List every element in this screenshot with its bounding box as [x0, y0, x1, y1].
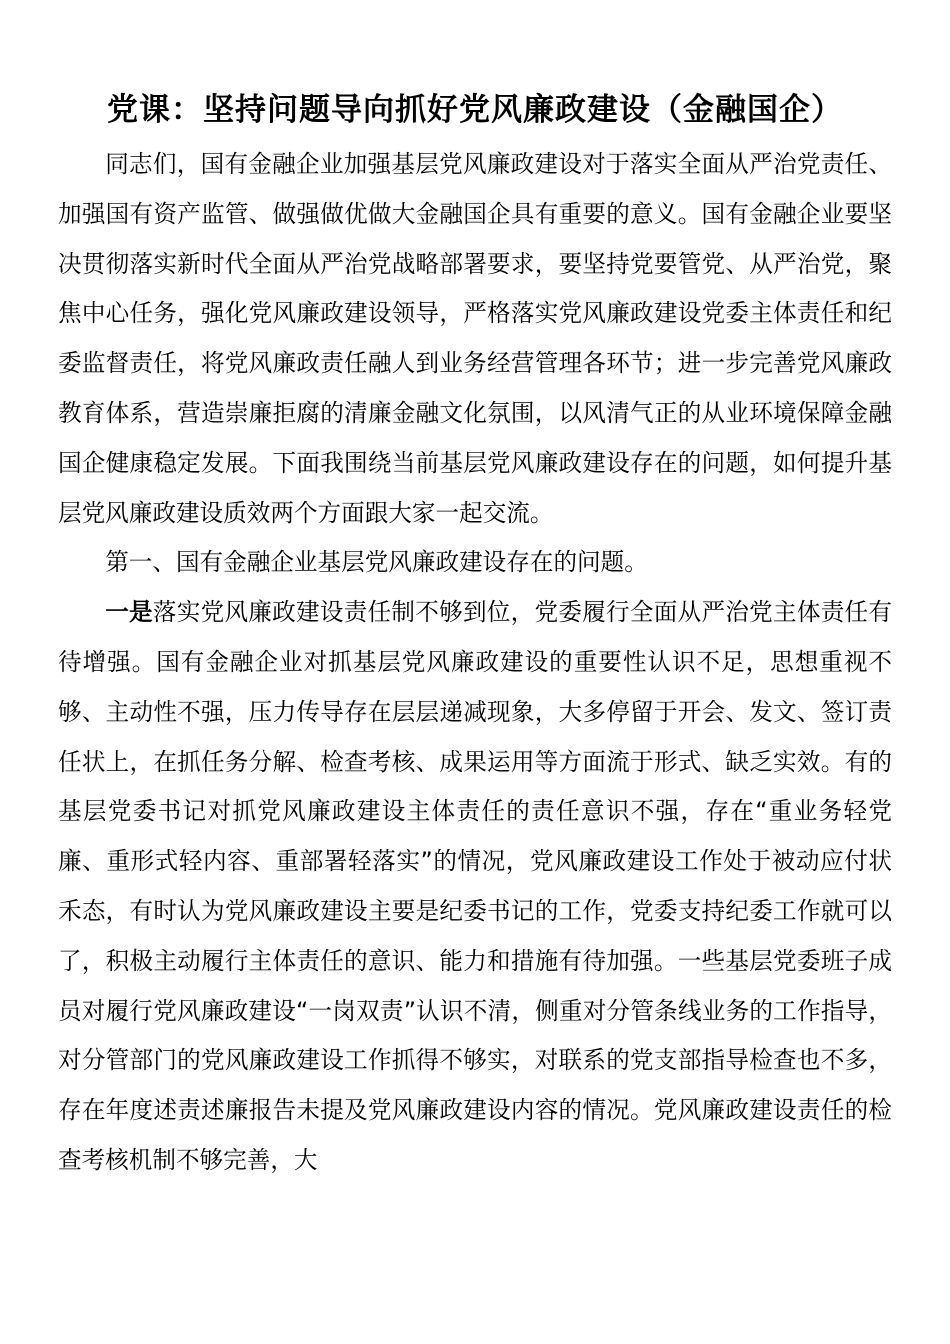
document-title: 党课：坚持问题导向抓好党风廉政建设（金融国企）	[107, 91, 843, 128]
document-body	[58, 140, 892, 1186]
paragraph-lead: 一是	[105, 598, 153, 627]
paragraph-section-heading	[58, 538, 892, 588]
paragraph-intro	[58, 140, 892, 538]
paragraph-text: 落实党风廉政建设责任制不够到位，党委履行全面从严治党主体责任有待增强。国有金融企业对抓基层党风廉政建设的重要性认识不足，思想重视不够、主动性不强，压力传导存在层层递减现象，大多停留于开会、发文、签订责任状上，在抓任务分解、检查考核、成果运用等方面流于形式、缺乏实效。有的基层党委书记对抓党风廉政建设主体责任的责任意识不强，存在“重业务轻党廉、重形式轻内容、重部署轻落实”的情况，党风廉政建设工作处于被动应付状禾态，有时认为党风廉政建设主要是纪委书记的工作，党委支持纪委工作就可以了，积极主动履行主体责任的意识、能力和措施有待加强。一些基层党委班子成员对履行党风廉政建设“一岗双责”认识不清，侧重对分管条线业务的工作指导，对分管部门的党风廉政建设工作抓得不够实，对联系的党支部指导检查也不多，存在年度述责述廉报告未提及党风廉政建设内容的情况。党风廉政建设责任的检查考核机制不够完善，大	[58, 598, 892, 1174]
paragraph-text: 同志们，国有金融企业加强基层党风廉政建设对于落实全面从严治党责任、加强国有资产监管、做强做优做大金融国企具有重要的意义。国有金融企业要坚决贯彻落实新时代全面从严治党战略部署要求，要坚持党要管党、从严治党，聚焦中心任务，强化党风廉政建设领导，严格落实党风廉政建设党委主体责任和纪委监督责任，将党风廉政责任融人到业务经营管理各环节；进一步完善党风廉政教育体系，营造崇廉拒腐的清廉金融文化氛围，以风清气正的从业环境保障金融国企健康稳定发展。下面我围绕当前基层党风廉政建设存在的问题，如何提升基层党风廉政建设质效两个方面跟大家一起交流。	[58, 150, 892, 527]
paragraph-point-one	[58, 588, 892, 1186]
paragraph-text: 第一、国有金融企业基层党风廉政建设存在的问题。	[105, 548, 648, 577]
